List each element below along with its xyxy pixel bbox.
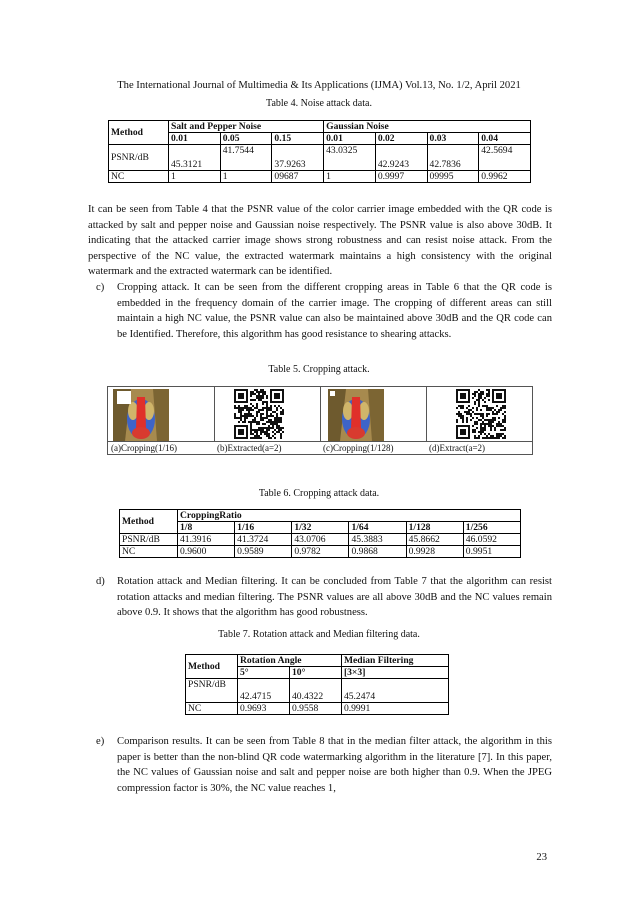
table6-param: 1/64 [349, 522, 406, 534]
table6-param: 1/16 [235, 522, 292, 534]
table4-cell: 1 [324, 171, 376, 183]
list-item-text: Cropping attack. It can be seen from the different cropping areas in Table 6 that the QR code is embedded in the frequency domain of the carrier image. The cropping of different areas can still maintain a high NC value, the PSNR value can also be maintained above 30dB and the QR code can be Identified. Therefore, this algorithm has good resistance to shearing attacks. [117, 282, 552, 340]
list-item-label: e) [96, 736, 105, 747]
table4-cell: 41.7544 [220, 145, 272, 171]
table7-param: 10° [289, 667, 341, 679]
table4-cell: 0.9997 [375, 171, 427, 183]
table4-group2-header: Gaussian Noise [324, 121, 531, 133]
table4-cell: 37.9263 [272, 145, 324, 171]
table5-label: (d)Extract(a=2) [426, 441, 532, 454]
table6-cell: 43.0706 [292, 534, 349, 546]
table5-caption: Table 5. Cropping attack. [268, 364, 370, 375]
table4-param: 0.05 [220, 133, 272, 145]
table6-cell: 45.8662 [406, 534, 463, 546]
table4-cell: 1 [169, 171, 221, 183]
table4-caption: Table 4. Noise attack data. [266, 98, 372, 109]
table6-cell: 0.9600 [178, 546, 235, 558]
mandrill-cropped-image [328, 389, 384, 441]
table6-param: 1/128 [406, 522, 463, 534]
table6-cell: 46.0592 [463, 534, 520, 546]
table6-param: 1/32 [292, 522, 349, 534]
table4-cell: 09687 [272, 171, 324, 183]
paragraph-noise-results: It can be seen from Table 4 that the PSNR value of the color carrier image embedded with the QR code is attacked by salt and pepper noise and Gaussian noise respectively. The PSNR value is also above 30dB. It indicating that the attacked carrier image shows strong robustness and can resist noise attack. From the perspective of the NC value, the extracted watermark maintains a high consistency with the original watermark and the extracted watermark can be identified. [88, 204, 552, 278]
list-item-label: d) [96, 576, 105, 587]
table4-cell: 43.0325 [324, 145, 376, 171]
table6-cell: 0.9782 [292, 546, 349, 558]
page-number: 23 [536, 852, 547, 863]
table6-method-header: Method [120, 510, 178, 534]
list-item-rotation [88, 574, 552, 622]
table7-row-label: PSNR/dB [186, 679, 238, 703]
table5-label: (a)Cropping(1/16) [108, 441, 214, 454]
qr-code-image [456, 389, 506, 439]
table4-cell: 09995 [427, 171, 479, 183]
table6-row-label: PSNR/dB [120, 534, 178, 546]
table5-cell [426, 387, 532, 454]
table7-method-header: Method [186, 655, 238, 679]
table6-param: 1/8 [178, 522, 235, 534]
table7-cell: 45.2474 [341, 679, 448, 703]
table6-param: 1/256 [463, 522, 520, 534]
table6-cell: 45.3883 [349, 534, 406, 546]
table4-param: 0.04 [479, 133, 531, 145]
table5-cell [108, 387, 215, 454]
table5-label: (b)Extracted(a=2) [214, 441, 320, 454]
table6-cell: 41.3916 [178, 534, 235, 546]
table7 [185, 654, 449, 715]
table4-cell: 42.9243 [375, 145, 427, 171]
table6-cell: 0.9928 [406, 546, 463, 558]
table4-param: 0.02 [375, 133, 427, 145]
list-item-cropping [88, 280, 552, 360]
table5 [107, 386, 533, 455]
table6-cell: 0.9589 [235, 546, 292, 558]
table5-cell [320, 387, 427, 454]
table4-cell: 42.7836 [427, 145, 479, 171]
table7-cell: 42.4715 [238, 679, 290, 703]
table4-row-label: PSNR/dB [109, 145, 169, 171]
list-item-text: Rotation attack and Median filtering. It can be concluded from Table 7 that the algorithm can resist rotation attacks and median filtering. The PSNR values are all above 30dB and the NC values remain above 0.9. It shows that the algorithm has good robustness. [117, 576, 552, 619]
table6 [119, 509, 521, 558]
table4-method-header: Method [109, 121, 169, 145]
table6-cell: 0.9868 [349, 546, 406, 558]
table4-param: 0.15 [272, 133, 324, 145]
list-item-text: Comparison results. It can be seen from Table 8 that in the median filter attack, the algorithm in this paper is better than the non-blind QR code watermarking algorithm in the literature [7]. In this paper, the NC values of Gaussian noise and salt and pepper noise are both higher than 0.9. When the JPEG compression factor is 30%, the NC value reaches 1, [117, 736, 552, 794]
table7-row-label: NC [186, 703, 238, 715]
list-item-label: c) [96, 282, 105, 293]
table6-cell: 0.9951 [463, 546, 520, 558]
list-item-comparison [88, 734, 552, 798]
table4-param: 0.03 [427, 133, 479, 145]
table7-group1-header: Rotation Angle [238, 655, 342, 667]
qr-code-image [234, 389, 284, 439]
table4 [108, 120, 531, 183]
table6-group-header: CroppingRatio [178, 510, 521, 522]
mandrill-cropped-image [113, 389, 169, 441]
table7-cell: 40.4322 [289, 679, 341, 703]
table6-cell: 41.3724 [235, 534, 292, 546]
table7-param: [3×3] [341, 667, 448, 679]
table4-cell: 0.9962 [479, 171, 531, 183]
table4-group1-header: Salt and Pepper Noise [169, 121, 324, 133]
table4-param: 0.01 [324, 133, 376, 145]
table4-cell: 45.3121 [169, 145, 221, 171]
table7-cell: 0.9558 [289, 703, 341, 715]
table6-caption: Table 6. Cropping attack data. [258, 488, 380, 499]
table7-param: 5° [238, 667, 290, 679]
table4-cell: 42.5694 [479, 145, 531, 171]
table7-cell: 0.9693 [238, 703, 290, 715]
journal-header: The International Journal of Multimedia & Its Applications (IJMA) Vol.13, No. 1/2, April 2021 [117, 80, 521, 91]
table5-label: (c)Cropping(1/128) [320, 441, 426, 454]
table5-cell [214, 387, 321, 454]
table7-caption: Table 7. Rotation attack and Median filtering data. [218, 629, 420, 640]
table4-cell: 1 [220, 171, 272, 183]
table7-cell: 0.9991 [341, 703, 448, 715]
table7-group2-header: Median Filtering [341, 655, 448, 667]
table6-row-label: NC [120, 546, 178, 558]
table4-row-label: NC [109, 171, 169, 183]
table4-param: 0.01 [169, 133, 221, 145]
